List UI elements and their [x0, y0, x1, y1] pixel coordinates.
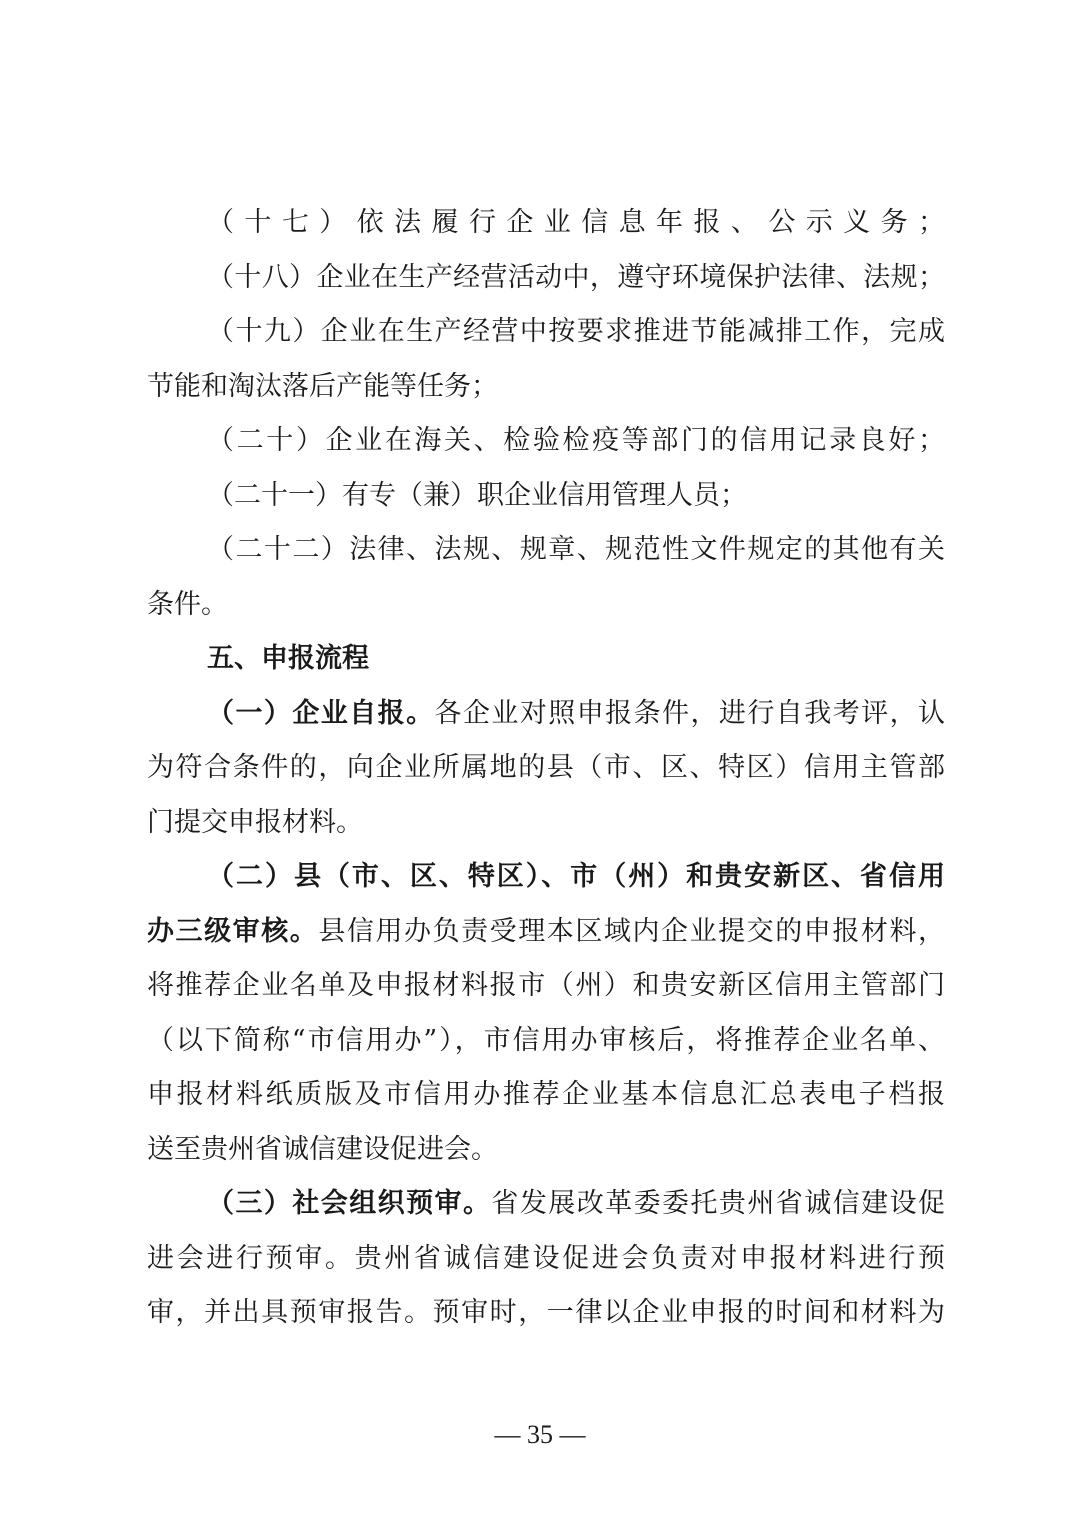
text-line: 为符合条件的，向企业所属地的县（市、区、特区）信用主管部 [147, 752, 945, 783]
bold-lead: （三）社会组织预审。 [207, 1188, 492, 1219]
text-line [147, 905, 945, 960]
text-line: （二）县（市、区、特区）、市（州）和贵安新区、省信用 [207, 861, 945, 892]
text-line: （二十）企业在海关、检验检疫等部门的信用记录良好； [207, 425, 945, 456]
text-line: （二十二）法律、法规、规章、规范性文件规定的其他有关 [207, 534, 945, 565]
text-line [147, 687, 945, 742]
text-line: 门提交申报材料。 [147, 806, 363, 838]
text-line: （十七）依法履行企业信息年报、公示义务； [207, 207, 945, 238]
text-line: （二十一）有专（兼）职企业信用管理人员； [207, 479, 747, 511]
text-line [147, 1177, 945, 1232]
text-line: 审，并出具预审报告。预审时，一律以企业申报的时间和材料为 [147, 1297, 945, 1328]
bold-lead: （一）企业自报。 [207, 697, 435, 729]
text-line: 进会进行预审。贵州省诚信建设促进会负责对申报材料进行预 [147, 1242, 945, 1274]
text-line: 送至贵州省诚信建设促进会。 [147, 1133, 498, 1165]
page-number: — 35 — [494, 1420, 586, 1449]
text-line: （十八）企业在生产经营活动中，遵守环境保护法律、法规； [207, 261, 945, 293]
text-span: 省发展改革委委托贵州省诚信建设促 [491, 1188, 946, 1219]
text-span: 县信用办负责受理本区域内企业提交的申报材料， [318, 915, 946, 947]
section-heading: 五、申报流程 [207, 643, 369, 674]
text-span: 各企业对照申报条件，进行自我考评，认 [434, 697, 946, 729]
document-body [147, 196, 945, 1341]
text-line: （十九）企业在生产经营中按要求推进节能减排工作，完成 [207, 316, 945, 347]
text-line: （以下简称“市信用办”），市信用办审核后，将推荐企业名单、 [147, 1024, 945, 1056]
text-line: 申报材料纸质版及市信用办推荐企业基本信息汇总表电子档报 [147, 1079, 945, 1110]
bold-lead: 办三级审核。 [147, 915, 319, 947]
text-line: 条件。 [147, 588, 228, 620]
text-line: 节能和淘汰落后产能等任务； [147, 370, 498, 402]
text-line: 将推荐企业名单及申报材料报市（州）和贵安新区信用主管部门 [147, 970, 945, 1001]
